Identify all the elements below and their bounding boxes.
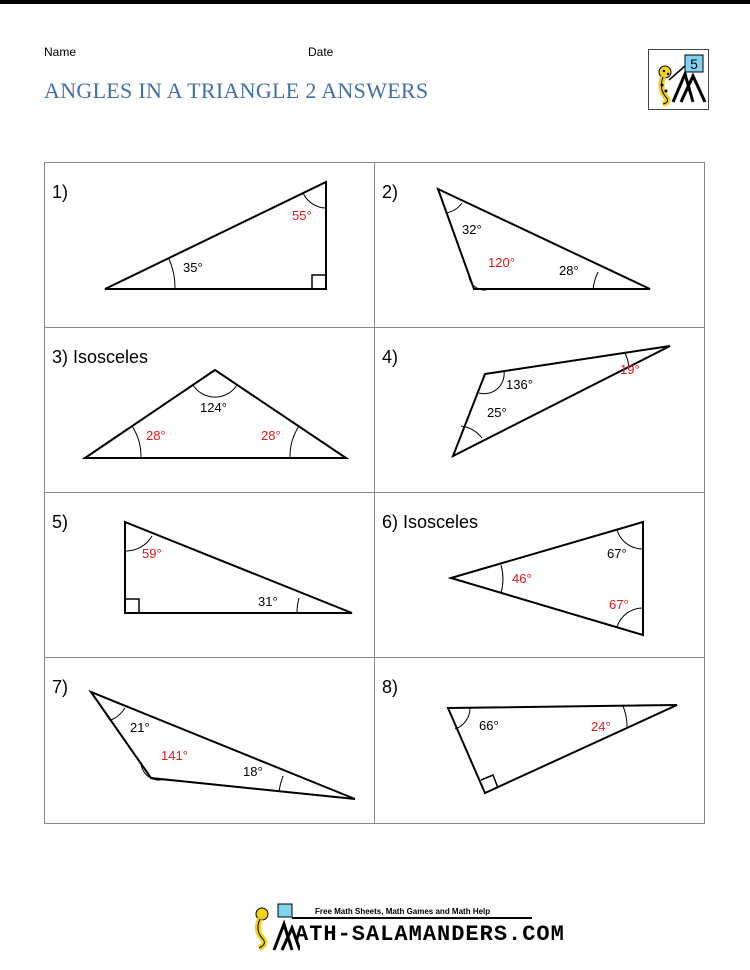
problem-8-label: 8): [382, 677, 399, 697]
footer-rule: [292, 917, 532, 919]
problem-1-label: 1): [52, 182, 69, 202]
problem-grid: [44, 162, 705, 824]
angle-2-a: 32°: [462, 222, 482, 237]
angle-4-a: 136°: [506, 377, 533, 392]
problem-6: [375, 493, 705, 658]
angle-7-a: 21°: [130, 720, 150, 735]
triangle-2: [375, 163, 705, 328]
problem-7: [45, 658, 375, 823]
angle-2-b: 120°: [488, 255, 515, 270]
angle-2-c: 28°: [559, 263, 579, 278]
grade-logo: [648, 49, 709, 110]
triangle-8: [375, 658, 705, 823]
angle-3-a: 124°: [200, 400, 227, 415]
angle-1-a: 55°: [292, 208, 312, 223]
problem-4-label: 4): [382, 347, 399, 367]
top-rule: [0, 0, 750, 4]
date-label: Date: [308, 45, 334, 59]
problem-8: [375, 658, 705, 823]
angle-3-c: 28°: [261, 428, 281, 443]
angle-3-b: 28°: [146, 428, 166, 443]
worksheet-title: ANGLES IN A TRIANGLE 2 ANSWERS: [44, 78, 429, 103]
triangle-4: [375, 328, 705, 493]
problem-4: [375, 328, 705, 493]
footer-salamander-icon: [244, 898, 300, 954]
angle-7-b: 141°: [161, 748, 188, 763]
angle-6-a: 67°: [607, 546, 627, 561]
angle-4-c: 25°: [487, 405, 507, 420]
angle-6-b: 46°: [512, 571, 532, 586]
angle-7-c: 18°: [243, 764, 263, 779]
angle-5-b: 31°: [258, 594, 278, 609]
problem-3: [45, 328, 375, 493]
angle-1-b: 35°: [183, 260, 203, 275]
angle-8-a: 66°: [479, 718, 499, 733]
problem-2-label: 2): [382, 182, 399, 202]
triangle-1: [45, 163, 375, 328]
problem-1: [45, 163, 375, 328]
triangle-6: [375, 493, 705, 658]
grade-badge: 5: [690, 56, 698, 72]
triangle-3: [45, 328, 375, 493]
name-label: Name: [44, 45, 77, 59]
angle-5-a: 59°: [142, 546, 162, 561]
footer-tagline: Free Math Sheets, Math Games and Math Help: [315, 907, 491, 916]
triangle-5: [45, 493, 375, 658]
problem-3-label: 3) Isosceles: [52, 347, 149, 367]
problem-5: [45, 493, 375, 658]
salamander-logo-icon: [649, 50, 708, 109]
triangle-7: [45, 658, 375, 823]
problem-6-label: 6) Isosceles: [382, 512, 479, 532]
footer-site-name[interactable]: ATH-SALAMANDERS.COM: [295, 922, 565, 947]
problem-7-label: 7): [52, 677, 69, 697]
problem-2: [375, 163, 705, 328]
angle-6-c: 67°: [609, 597, 629, 612]
problem-5-label: 5): [52, 512, 69, 532]
angle-4-b: 19°: [620, 362, 640, 377]
angle-8-b: 24°: [591, 719, 611, 734]
